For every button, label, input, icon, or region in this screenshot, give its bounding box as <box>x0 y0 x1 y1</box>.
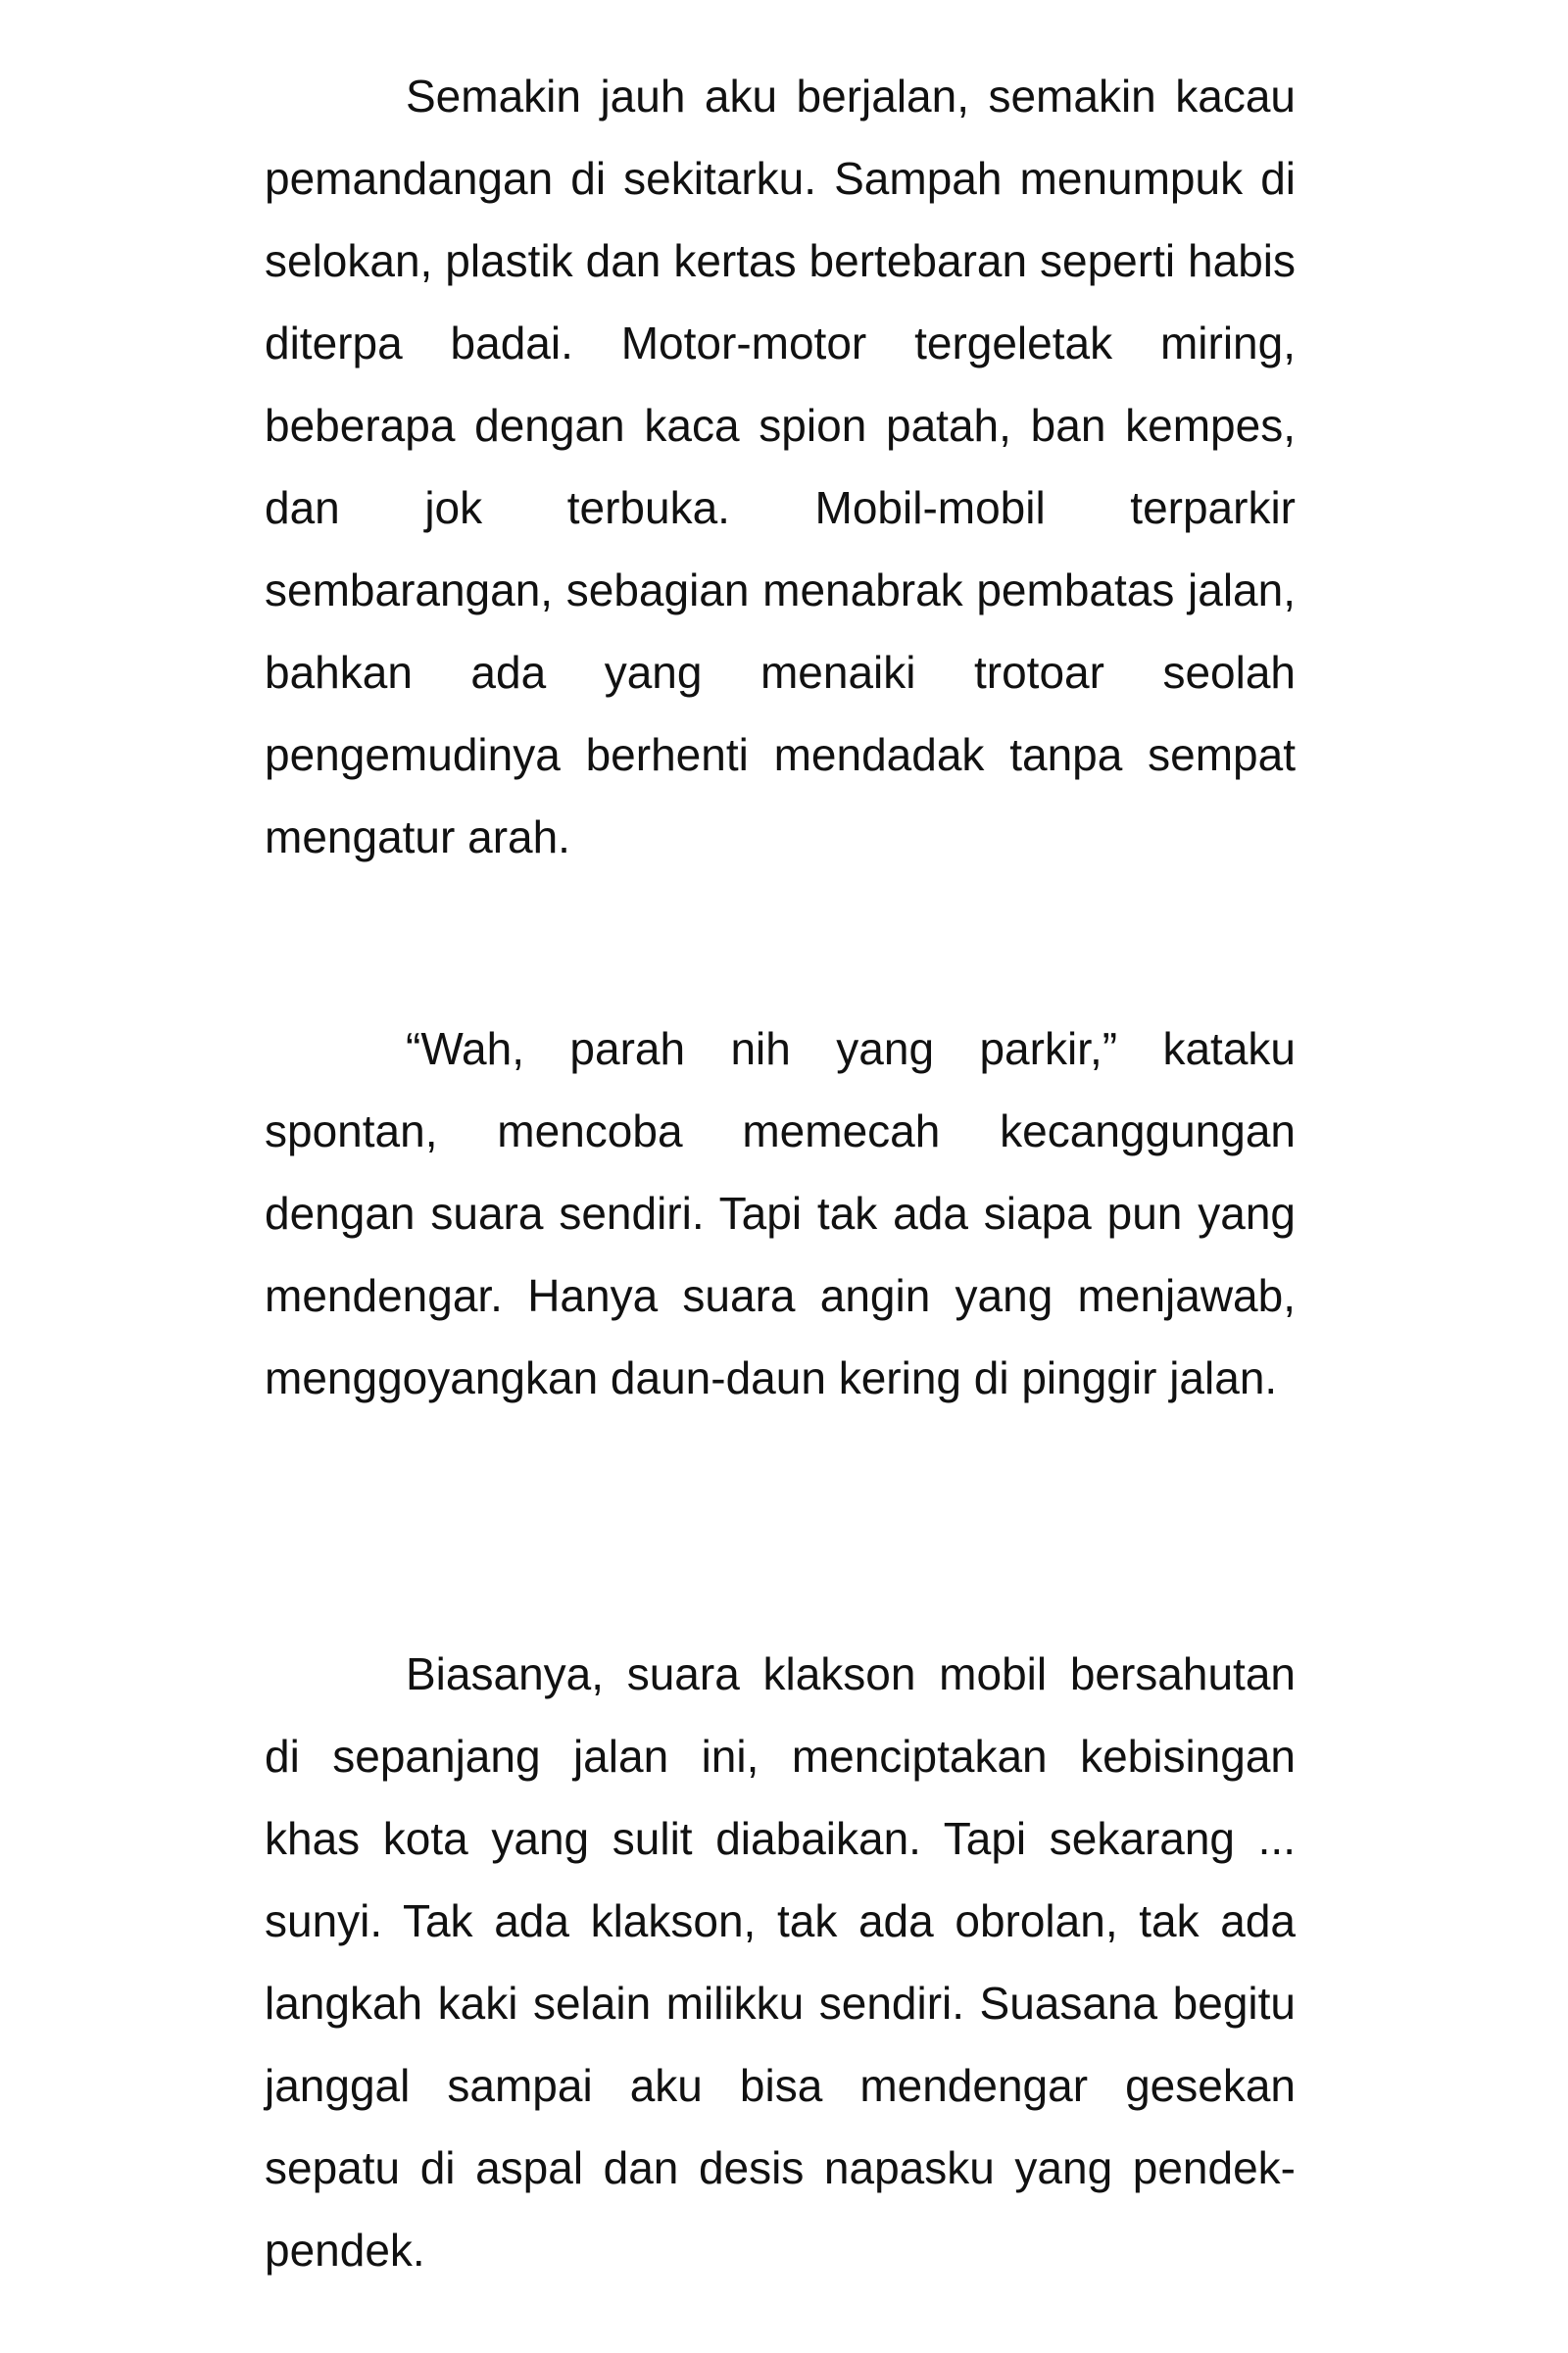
paragraph-1: Semakin jauh aku berjalan, semakin kacau pemandangan di sekitarku. Sampah menumpuk di selokan, plastik dan kertas bertebaran seperti habis diterpa badai. Motor-motor tergeletak miring, beberapa dengan kaca spion patah, ban kempes, dan jok terbuka. Mobil-mobil terparkir sembarangan, sebagian menabrak pembatas jalan, bahkan ada yang menaiki trotoar seolah pengemudinya berhenti mendadak tanpa sempat mengatur arah. <box>265 71 1296 862</box>
paragraph-3: Biasanya, suara klakson mobil bersahutan di sepanjang jalan ini, menciptakan kebisingan khas kota yang sulit diabaikan. Tapi sekarang ... sunyi. Tak ada klakson, tak ada obrolan, tak ada langkah kaki selain milikku sendiri. Suasana begitu janggal sampai aku bisa mendengar gesekan sepatu di aspal dan desis napasku yang pendek-pendek. <box>265 1648 1296 2276</box>
paragraph-2: “Wah, parah nih yang parkir,” kataku spontan, mencoba memecah kecanggungan dengan suara sendiri. Tapi tak ada siapa pun yang mendengar. Hanya suara angin yang menjawab, menggoyangkan daun-daun kering di pinggir jalan. <box>265 1023 1296 1403</box>
